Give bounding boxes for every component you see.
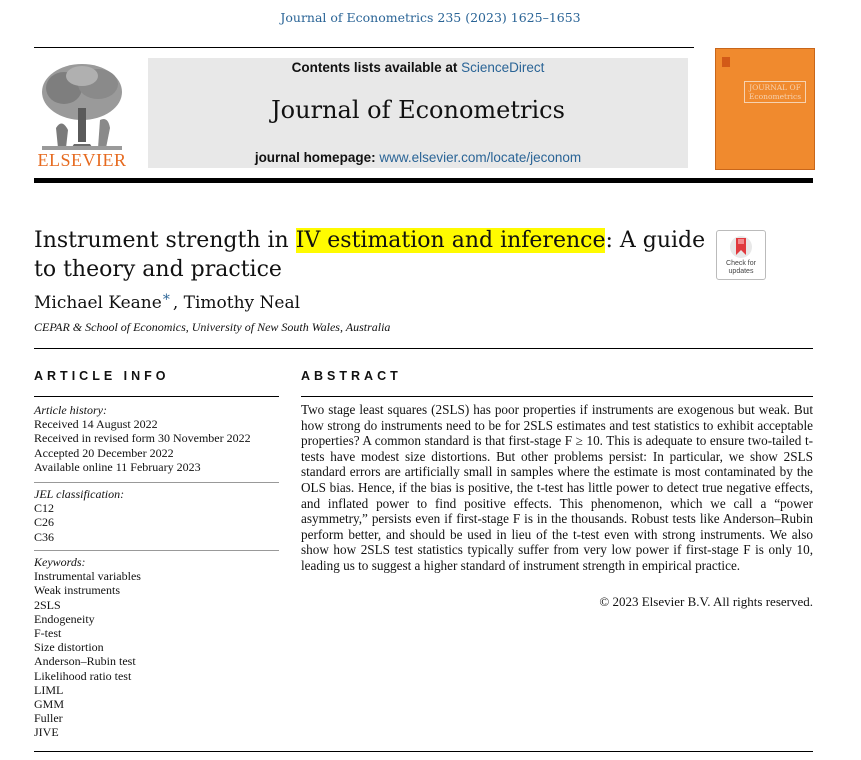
author-list [34,292,300,313]
title-part-2: : A guide to theory and practice [34,228,706,282]
paper-title [34,226,714,284]
check-for-updates-button[interactable] [716,230,766,280]
keywords-label: Keywords: [34,555,86,569]
journal-title: Journal of Econometrics [271,96,565,124]
keyword: LIML [34,682,64,697]
abstract-divider [301,396,813,397]
jel-divider [34,550,279,551]
bottom-divider [34,751,813,752]
journal-citation-link[interactable]: Journal of Econometrics 235 (2023) 1625–1653 [280,10,581,25]
keyword: Instrumental variables [34,569,141,584]
badge-line-2: updates [728,268,754,275]
history-revised: Received in revised form 30 November 2022 [34,431,251,446]
jel-label: JEL classification: [34,487,125,501]
affiliation: CEPAR & School of Economics, University of New South Wales, Australia [34,320,391,334]
cover-title: JOURNAL OF Econometrics [744,81,806,103]
elsevier-logo-text: ELSEVIER [37,150,127,170]
keyword: Anderson–Rubin test [34,654,136,669]
history-label: Article history: [34,403,107,417]
header-divider [34,178,813,183]
jel-code: C12 [34,501,55,516]
keyword: 2SLS [34,597,61,612]
keywords [34,555,279,740]
article-info-heading: ARTICLE INFO [34,369,170,383]
abstract-text: Two stage least squares (2SLS) has poor properties if instruments are exogenous but weak. But how strong do instruments need to be for 2SLS estimates and test statistics to exhibit acceptable properties? A common standard is that first-stage F ≥ 10. This is adequate to ensure two-tailed t-tests have modest size distortions. But other problems persist: In particular, we show 2SLS standard errors are artificially small in samples where the estimate is most contaminated by the OLS bias. Hence, if the bias is positive, the t-test has little power to detect true negative effects, and inflated power to find positive effects. This phenomenon, which we call a “power asymmetry,” persists even if first-stage F is in the thousands. Robust tests like Anderson–Rubin perform better, and should be used in lieu of the t-test even with strong instruments. We also show how 2SLS test statistics typically suffer from very low power if first-stage F is only 10, leading us to suggest a higher standard of instrument strength in empirical practice. [301,402,813,573]
abstract-heading: ABSTRACT [301,369,402,383]
contents-prefix: Contents lists available at [291,60,462,75]
badge-line-1: Check for [726,260,756,267]
journal-homepage-link[interactable]: www.elsevier.com/locate/jeconom [379,150,582,165]
check-for-updates-label [717,260,765,276]
history-received: Received 14 August 2022 [34,417,158,432]
keyword: Size distortion [34,640,104,655]
history-divider [34,482,279,483]
title-part-1: Instrument strength in [34,228,296,253]
affiliation-divider [34,348,813,349]
history-accepted: Accepted 20 December 2022 [34,445,174,460]
article-info-divider [34,396,279,397]
keyword: Likelihood ratio test [34,668,132,683]
top-divider [34,47,694,48]
homepage-prefix: journal homepage: [254,150,380,165]
keyword: JIVE [34,725,59,740]
jel-code: C26 [34,515,55,530]
copyright-notice: © 2023 Elsevier B.V. All rights reserved. [599,594,813,609]
jel-code: C36 [34,529,55,544]
keyword: Endogeneity [34,611,95,626]
journal-banner [148,58,688,168]
corresponding-author-link[interactable]: * [162,292,170,308]
article-history [34,403,279,474]
author-separator: , [172,293,184,313]
cover-publisher-mark [722,57,730,67]
title-highlighted-phrase: IV estimation and inference [295,228,606,253]
jel-classification [34,487,279,544]
author-keane[interactable]: Michael Keane [34,293,162,313]
keyword: Fuller [34,711,63,726]
sciencedirect-link[interactable]: ScienceDirect [461,60,545,75]
contents-line [148,60,688,75]
homepage-line [148,150,688,165]
bookmark-icon [728,235,754,259]
journal-cover-thumbnail[interactable] [715,48,815,170]
history-online: Available online 11 February 2023 [34,459,201,474]
keyword: F-test [34,626,62,641]
keyword: Weak instruments [34,583,121,598]
author-neal[interactable]: Timothy Neal [183,293,301,313]
keyword: GMM [34,697,65,712]
